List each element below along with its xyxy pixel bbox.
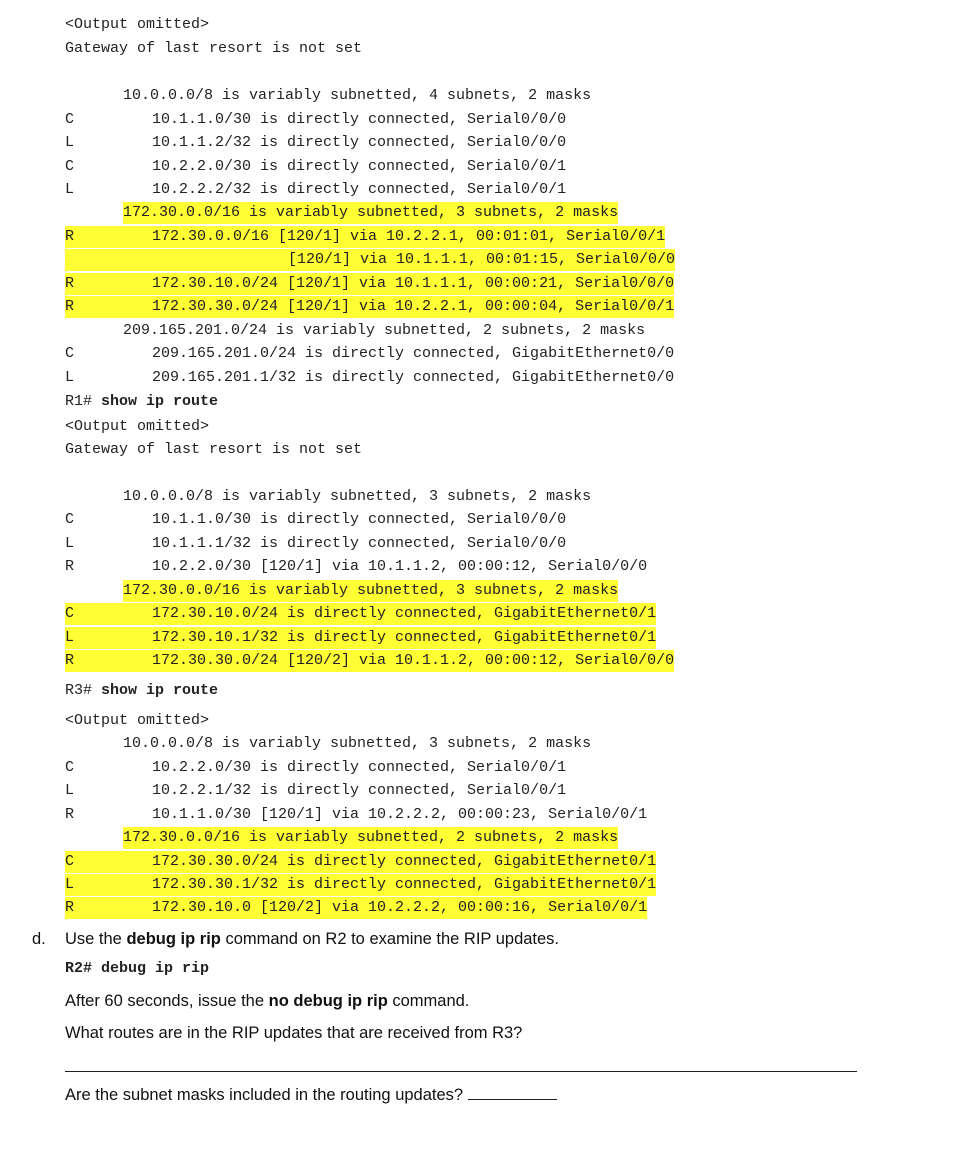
route-code: C xyxy=(65,759,75,776)
prompt: R3# xyxy=(65,682,93,699)
output-omitted: <Output omitted> xyxy=(65,418,210,435)
route-entry: 172.30.30.0/24 is directly connected, GigabitEthernet0/1 xyxy=(152,851,656,873)
route-entry: 10.1.1.0/30 is directly connected, Serial0/0/0 xyxy=(152,111,567,128)
gateway-line: Gateway of last resort is not set xyxy=(65,40,363,57)
route-entry: 172.30.10.0/24 is directly connected, GigabitEthernet0/1 xyxy=(152,603,656,625)
network-summary: 10.0.0.0/8 is variably subnetted, 3 subnets, 2 masks xyxy=(123,488,592,505)
route-entry: 172.30.0.0/16 [120/1] via 10.2.2.1, 00:01:01, Serial0/0/1 xyxy=(152,226,665,248)
route-code: L xyxy=(65,134,75,151)
route-code: R xyxy=(65,558,75,575)
route-code: L xyxy=(65,627,152,649)
route-code: C xyxy=(65,111,75,128)
route-code: R xyxy=(65,226,152,248)
route-entry: [120/1] via 10.1.1.1, 00:01:15, Serial0/0/0 xyxy=(288,249,675,271)
route-code: L xyxy=(65,181,75,198)
route-entry: 10.2.2.0/30 is directly connected, Serial0/0/1 xyxy=(152,158,567,175)
after-instruction xyxy=(65,990,469,1012)
route-code: L xyxy=(65,535,75,552)
answer-blank[interactable] xyxy=(468,1085,557,1100)
instruction-command: debug ip rip xyxy=(126,930,221,948)
gateway-line: Gateway of last resort is not set xyxy=(65,441,363,458)
step-instruction xyxy=(65,928,559,950)
command: show ip route xyxy=(101,393,219,410)
route-code: R xyxy=(65,273,152,295)
command: show ip route xyxy=(101,682,219,699)
route-entry: 172.30.10.0/24 [120/1] via 10.1.1.1, 00:00:21, Serial0/0/0 xyxy=(152,273,674,295)
step-letter: d. xyxy=(32,930,46,948)
command: debug ip rip xyxy=(101,960,210,977)
network-summary: 209.165.201.0/24 is variably subnetted, 2 subnets, 2 masks xyxy=(123,322,646,339)
question-masks xyxy=(65,1084,557,1106)
question-text: Are the subnet masks included in the routing updates? xyxy=(65,1086,464,1104)
network-summary: 10.0.0.0/8 is variably subnetted, 3 subnets, 2 masks xyxy=(123,735,592,752)
route-code-blank xyxy=(65,249,288,271)
instruction-text: command. xyxy=(387,992,470,1010)
network-summary-highlighted: 172.30.0.0/16 is variably subnetted, 3 subnets, 2 masks xyxy=(123,580,618,602)
route-code: L xyxy=(65,782,75,799)
route-code: R xyxy=(65,897,152,919)
instruction-text: After 60 seconds, issue the xyxy=(65,992,269,1010)
command-line xyxy=(65,958,209,980)
route-code: C xyxy=(65,158,75,175)
network-summary: 10.0.0.0/8 is variably subnetted, 4 subnets, 2 masks xyxy=(123,87,592,104)
prompt: R2# xyxy=(65,960,93,977)
instruction-command: no debug ip rip xyxy=(268,992,388,1010)
instruction-text: command on R2 to examine the RIP updates. xyxy=(220,930,560,948)
route-entry: 10.1.1.2/32 is directly connected, Serial0/0/0 xyxy=(152,134,567,151)
route-entry: 10.2.2.0/30 [120/1] via 10.1.1.2, 00:00:12, Serial0/0/0 xyxy=(152,558,648,575)
route-entry: 172.30.10.1/32 is directly connected, GigabitEthernet0/1 xyxy=(152,627,656,649)
route-entry: 10.2.2.2/32 is directly connected, Serial0/0/1 xyxy=(152,181,567,198)
route-entry: 10.1.1.1/32 is directly connected, Serial0/0/0 xyxy=(152,535,567,552)
instruction-text: Use the xyxy=(65,930,127,948)
route-entry: 172.30.30.0/24 [120/2] via 10.1.1.2, 00:00:12, Serial0/0/0 xyxy=(152,650,674,672)
route-entry: 172.30.30.1/32 is directly connected, GigabitEthernet0/1 xyxy=(152,874,656,896)
prompt: R1# xyxy=(65,393,93,410)
network-summary-highlighted: 172.30.0.0/16 is variably subnetted, 2 subnets, 2 masks xyxy=(123,827,618,849)
route-entry: 172.30.10.0 [120/2] via 10.2.2.2, 00:00:16, Serial0/0/1 xyxy=(152,897,647,919)
route-code: R xyxy=(65,806,75,823)
route-entry: 209.165.201.0/24 is directly connected, GigabitEthernet0/0 xyxy=(152,345,675,362)
route-code: L xyxy=(65,874,152,896)
route-code: C xyxy=(65,511,75,528)
command-line xyxy=(65,391,218,413)
route-code: C xyxy=(65,345,75,362)
route-entry: 209.165.201.1/32 is directly connected, GigabitEthernet0/0 xyxy=(152,369,675,386)
route-code: C xyxy=(65,851,152,873)
command-line xyxy=(65,680,218,702)
route-code: R xyxy=(65,650,152,672)
route-entry: 10.1.1.0/30 is directly connected, Serial0/0/0 xyxy=(152,511,567,528)
route-code: R xyxy=(65,296,152,318)
route-entry: 10.2.2.0/30 is directly connected, Serial0/0/1 xyxy=(152,759,567,776)
route-code: L xyxy=(65,369,75,386)
question-routes: What routes are in the RIP updates that are received from R3? xyxy=(65,1024,523,1042)
route-entry: 10.2.2.1/32 is directly connected, Serial0/0/1 xyxy=(152,782,567,799)
route-code: C xyxy=(65,603,152,625)
output-omitted: <Output omitted> xyxy=(65,712,210,729)
route-entry: 172.30.30.0/24 [120/1] via 10.2.2.1, 00:00:04, Serial0/0/1 xyxy=(152,296,674,318)
answer-line[interactable] xyxy=(65,1071,857,1072)
network-summary-highlighted: 172.30.0.0/16 is variably subnetted, 3 subnets, 2 masks xyxy=(123,202,618,224)
route-entry: 10.1.1.0/30 [120/1] via 10.2.2.2, 00:00:23, Serial0/0/1 xyxy=(152,806,648,823)
output-omitted: <Output omitted> xyxy=(65,16,210,33)
